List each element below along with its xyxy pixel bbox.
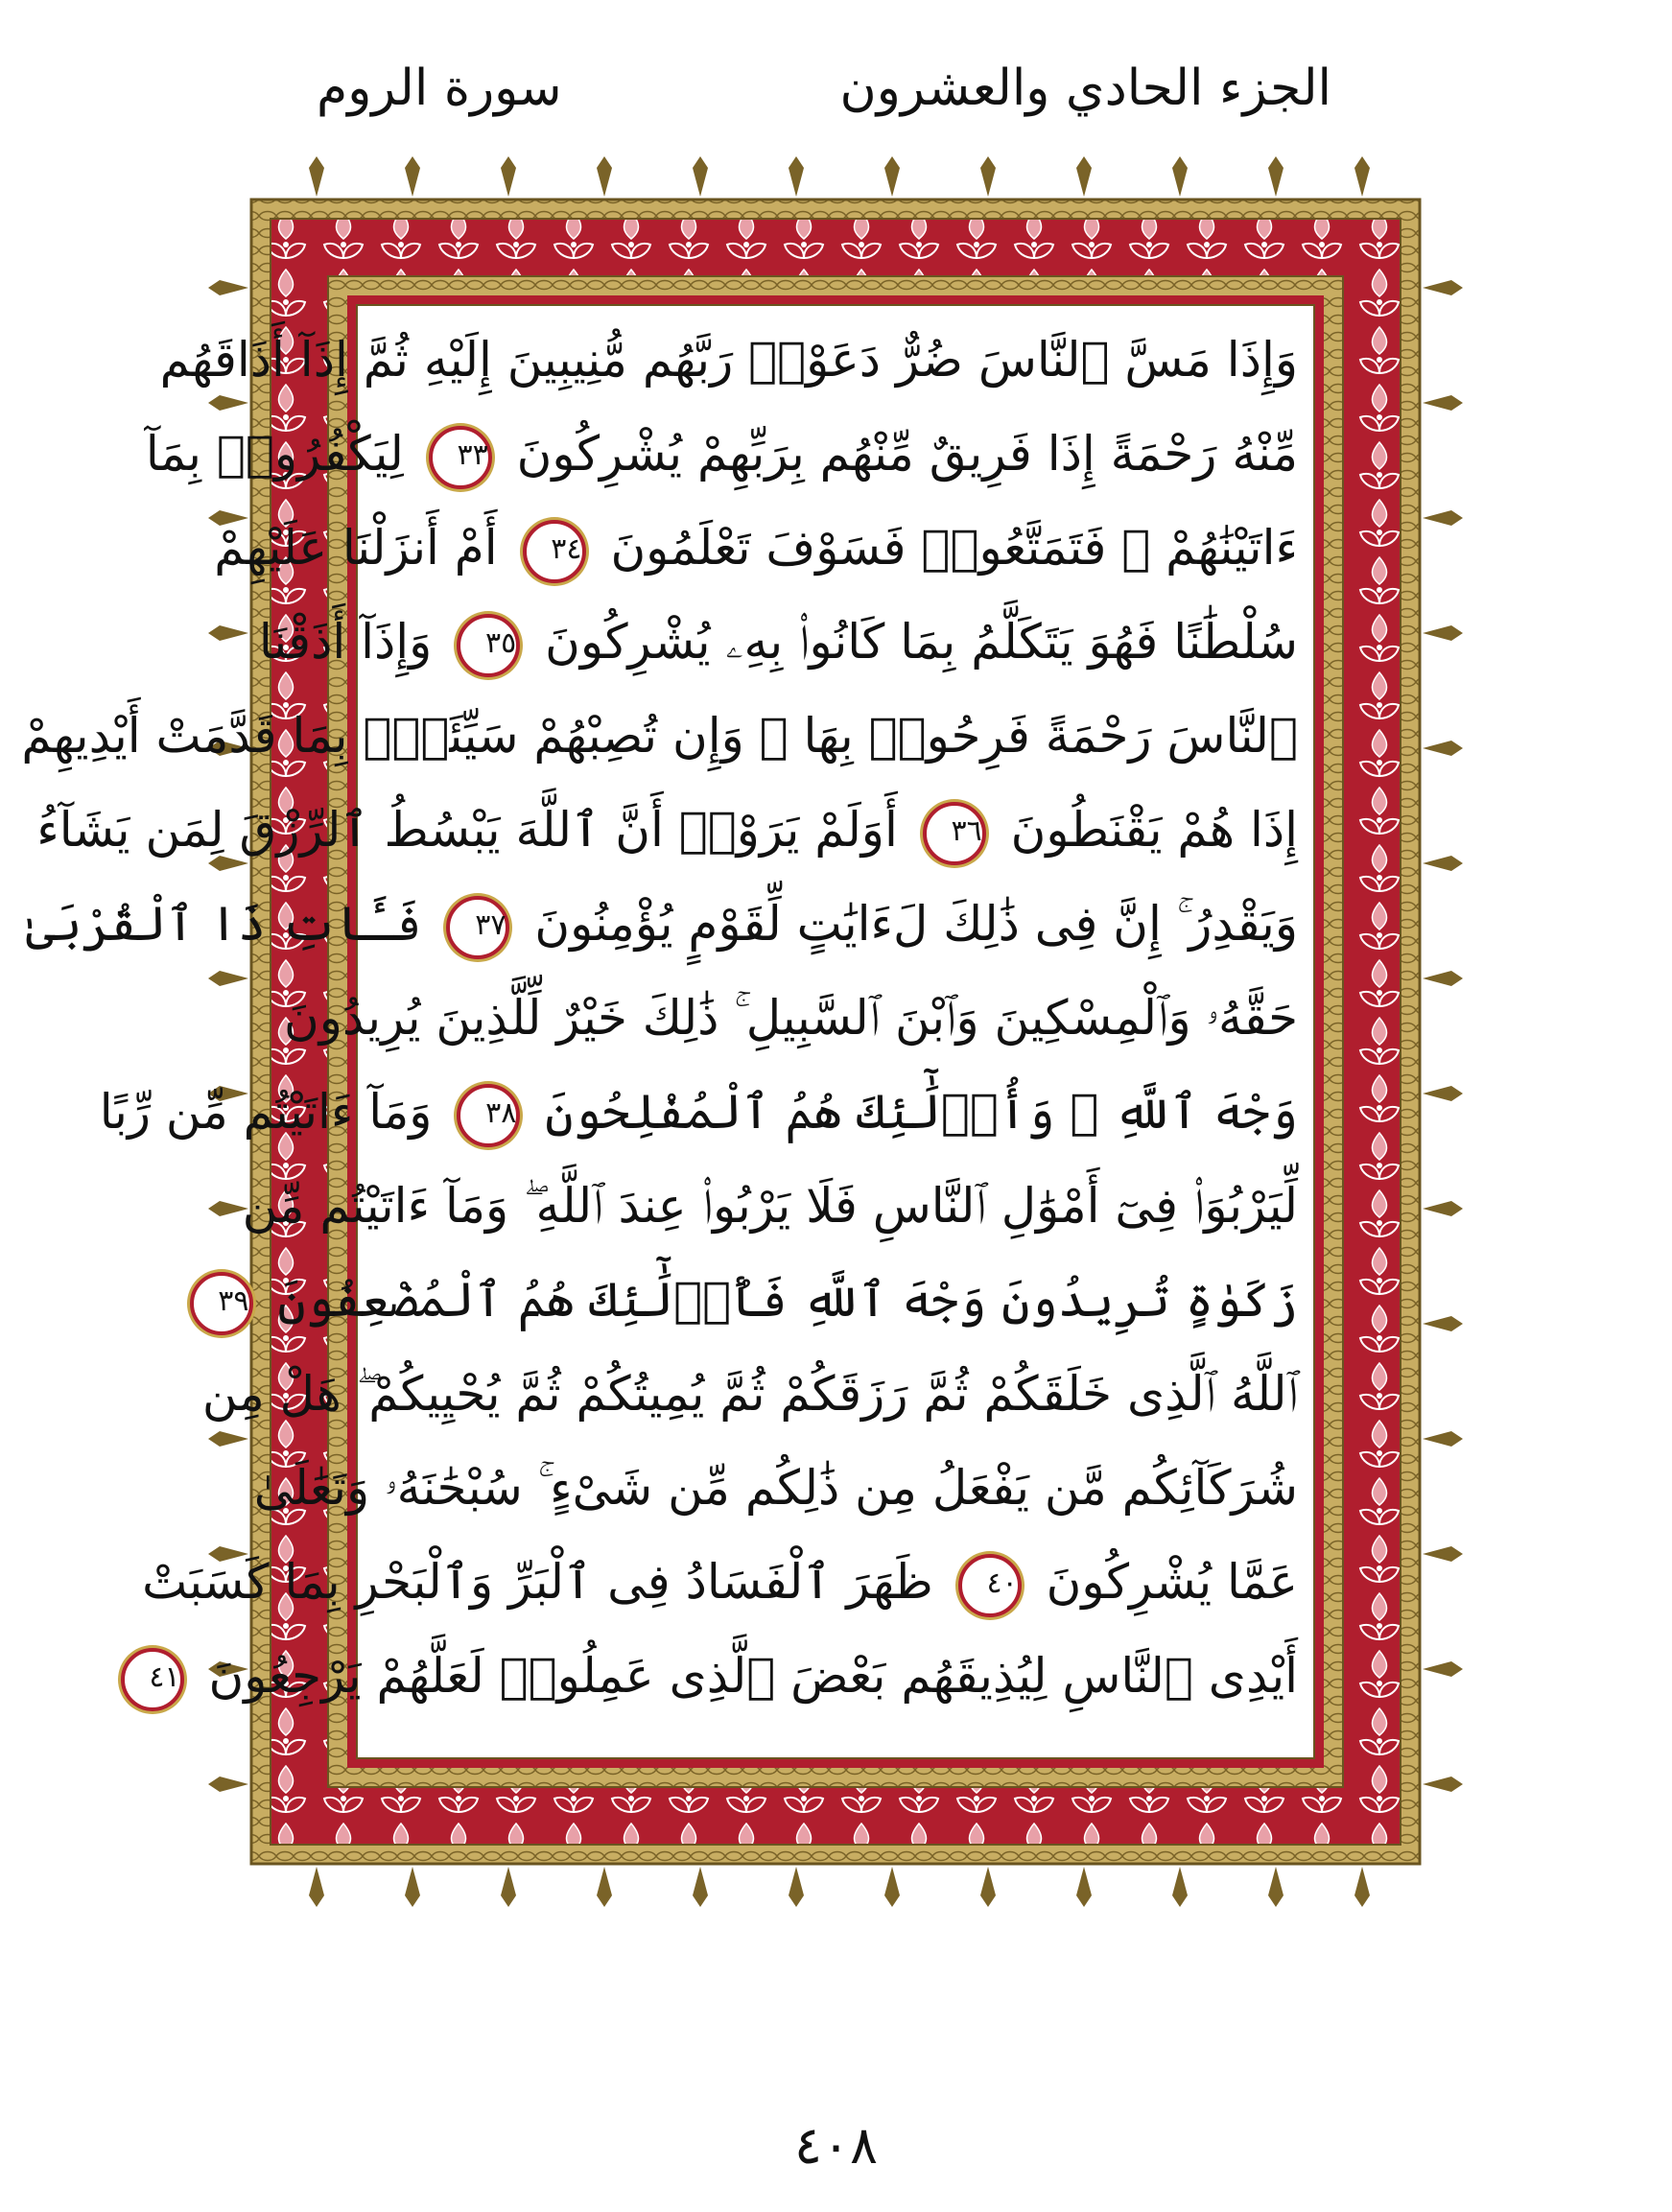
verse-line bbox=[159, 321, 1298, 398]
verse-line bbox=[201, 1355, 1298, 1432]
verse-text: عَمَّا يُشْرِكُونَ bbox=[1046, 1554, 1298, 1610]
verse-line bbox=[21, 697, 1298, 774]
verse-text: أَوَلَمْ يَرَوْا۟ أَنَّ ٱللَّهَ يَبْسُطُ ٱلرِّزْقَ لِمَن يَشَآءُ bbox=[36, 802, 898, 858]
top-finials bbox=[309, 156, 1370, 197]
bottom-finials bbox=[309, 1867, 1370, 1907]
ayah-number-marker: ٣٨ bbox=[457, 1084, 520, 1147]
ayah-number-marker: ٣٥ bbox=[457, 614, 520, 677]
verse-text: وَمَآ ءَاتَيْتُم مِّن رِّبًا bbox=[99, 1084, 433, 1140]
verse-line bbox=[149, 1637, 1298, 1714]
ayah-number-marker: ٣٤ bbox=[523, 520, 586, 583]
verse-text-panel bbox=[21, 321, 1298, 1741]
verse-text: مِّنْهُ رَحْمَةً إِذَا فَرِيقٌ مِّنْهُم بِرَبِّهِمْ يُشْرِكُونَ bbox=[516, 426, 1298, 482]
verse-text: أَمْ أَنزَلْنَا عَلَيْهِمْ bbox=[214, 520, 498, 576]
verse-line bbox=[253, 1449, 1298, 1526]
verse-line bbox=[142, 1543, 1298, 1620]
ayah-number-marker: ٣٣ bbox=[429, 426, 492, 489]
verse-text: وَإِذَآ أَذَقْنَا bbox=[258, 614, 433, 670]
verse-text: حَقَّهُۥ وَٱلْمِسْكِينَ وَٱبْنَ ٱلسَّبِيلِ ۚ ذَٰلِكَ خَيْرٌ لِّلَّذِينَ يُرِيدُونَ bbox=[283, 990, 1298, 1046]
ayah-number-marker: ٣٩ bbox=[190, 1272, 253, 1335]
verse-line bbox=[99, 1073, 1298, 1150]
verse-text: ٱللَّهُ ٱلَّذِى خَلَقَكُمْ ثُمَّ رَزَقَكُمْ ثُمَّ يُمِيتُكُمْ ثُمَّ يُحْيِيكُمْ ۖ هَلْ مِن bbox=[201, 1366, 1298, 1422]
verse-line bbox=[218, 1261, 1298, 1338]
ayah-number-marker: ٤٠ bbox=[958, 1554, 1022, 1617]
verse-text: لِّيَرْبُوَا۟ فِىٓ أَمْوَٰلِ ٱلنَّاسِ فَلَا يَرْبُوا۟ عِندَ ٱللَّهِ ۖ وَمَآ ءَاتَيْتُم مِّن bbox=[242, 1178, 1298, 1234]
verse-text: ٱلنَّاسَ رَحْمَةً فَرِحُوا۟ بِهَا ۖ وَإِن تُصِبْهُمْ سَيِّئَةٌۢ بِمَا قَدَّمَتْ أَيْدِيهِمْ bbox=[21, 708, 1298, 764]
verse-text: سُلْطَٰنًا فَهُوَ يَتَكَلَّمُ بِمَا كَانُوا۟ بِهِۦ يُشْرِكُونَ bbox=[545, 614, 1298, 670]
ayah-number-marker: ٤١ bbox=[121, 1648, 184, 1711]
verse-text: ظَهَرَ ٱلْفَسَادُ فِى ٱلْبَرِّ وَٱلْبَحْرِ بِمَا كَسَبَتْ bbox=[142, 1554, 933, 1610]
ayah-number-marker: ٣٧ bbox=[446, 896, 509, 959]
verse-text: فَـَٔاتِ ذَا ٱلْقُرْبَىٰ bbox=[25, 896, 422, 952]
verse-text: زَكَوٰةٍ تُرِيدُونَ وَجْهَ ٱللَّهِ فَأُو۟لَٰٓئِكَ هُمُ ٱلْمُضْعِفُونَ bbox=[277, 1272, 1298, 1328]
verse-line bbox=[242, 1167, 1298, 1244]
verse-text: وَيَقْدِرُ ۚ إِنَّ فِى ذَٰلِكَ لَءَايَٰتٍ لِّقَوْمٍ يُؤْمِنُونَ bbox=[534, 896, 1298, 952]
ayah-number-marker: ٣٦ bbox=[923, 802, 986, 865]
surah-label: سورة الروم bbox=[317, 59, 562, 117]
verse-text: أَيْدِى ٱلنَّاسِ لِيُذِيقَهُم بَعْضَ ٱلَّذِى عَمِلُوا۟ لَعَلَّهُمْ يَرْجِعُونَ bbox=[208, 1648, 1298, 1704]
verse-line bbox=[145, 415, 1298, 492]
verse-line bbox=[36, 791, 1298, 868]
verse-text: وَإِذَا مَسَّ ٱلنَّاسَ ضُرٌّ دَعَوْا۟ رَبَّهُم مُّنِيبِينَ إِلَيْهِ ثُمَّ إِذَآ أَذَاقَهُم bbox=[159, 332, 1298, 388]
verse-text: إِذَا هُمْ يَقْنَطُونَ bbox=[1010, 802, 1298, 858]
right-finials bbox=[1423, 280, 1463, 1792]
verse-line bbox=[214, 509, 1298, 586]
verse-line bbox=[258, 603, 1298, 680]
verse-text: وَجْهَ ٱللَّهِ ۖ وَأُو۟لَٰٓئِكَ هُمُ ٱلْمُفْلِحُونَ bbox=[545, 1084, 1298, 1140]
page-number: ٤٠٨ bbox=[793, 2115, 878, 2176]
verse-line bbox=[25, 885, 1298, 962]
verse-text: لِيَكْفُرُوا۟ بِمَآ bbox=[145, 426, 404, 482]
juz-label: الجزء الحادي والعشرون bbox=[839, 59, 1331, 117]
verse-line bbox=[283, 979, 1298, 1056]
verse-text: شُرَكَآئِكُم مَّن يَفْعَلُ مِن ذَٰلِكُم مِّن شَىْءٍ ۚ سُبْحَٰنَهُۥ وَتَعَٰلَىٰ bbox=[253, 1460, 1298, 1516]
verse-text: ءَاتَيْنَٰهُمْ ۚ فَتَمَتَّعُوا۟ فَسَوْفَ تَعْلَمُونَ bbox=[610, 520, 1298, 576]
